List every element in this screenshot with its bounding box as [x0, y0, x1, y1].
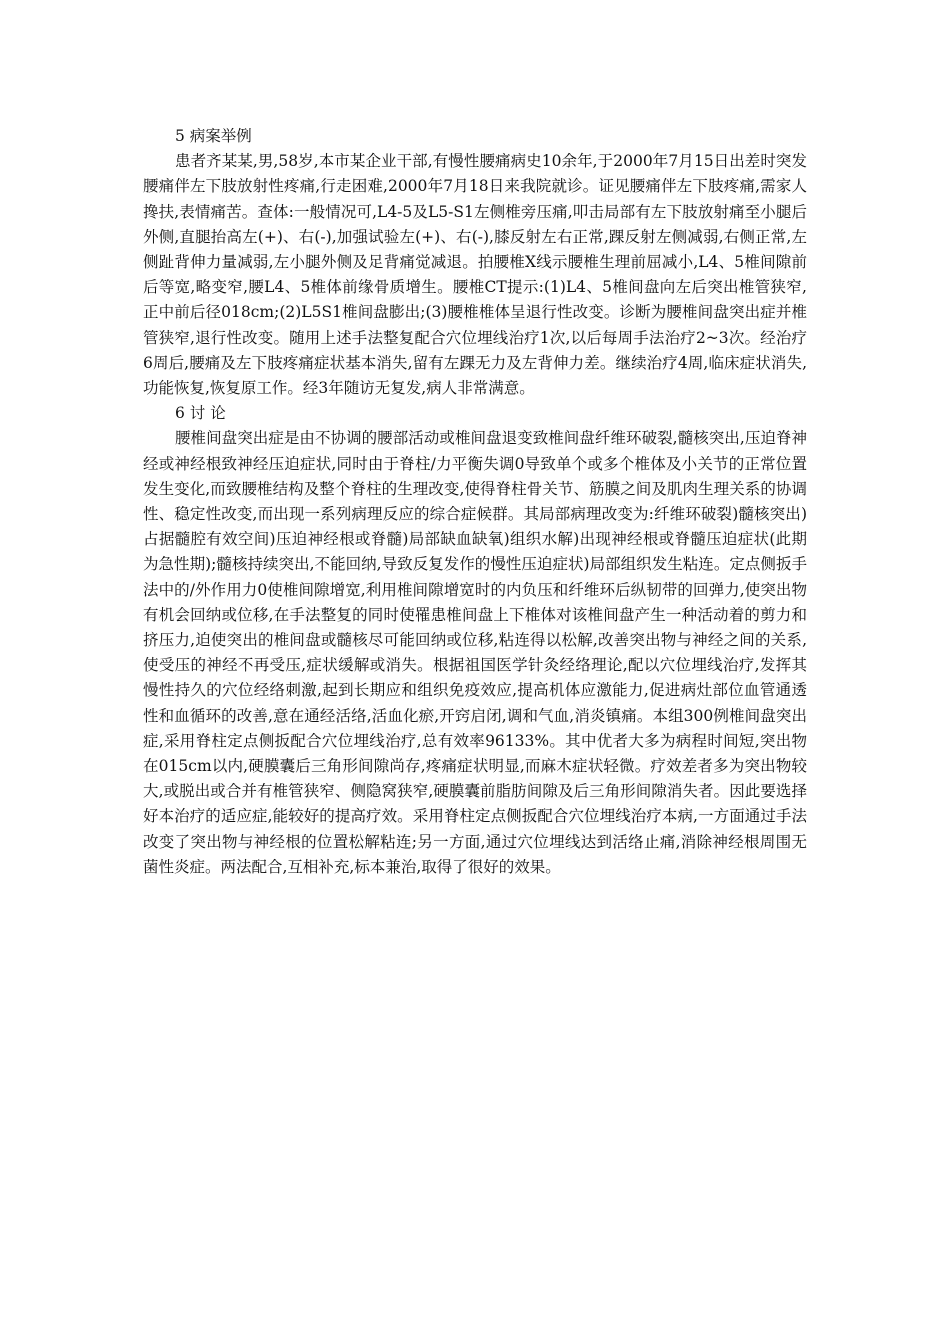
document-page — [143, 124, 807, 880]
case-example-paragraph: 患者齐某某,男,58岁,本市某企业干部,有慢性腰痛病史10余年,于2000年7月15日出差时突发腰痛伴左下肢放射性疼痛,行走困难,2000年7月18日来我院就诊。证见腰痛伴左下肢疼痛,需家人搀扶,表情痛苦。查体:一般情况可,L4-5及L5-S1左侧椎旁压痛,叩击局部有左下肢放射痛至小腿后外侧,直腿抬高左(+)、右(-),加强试验左(+)、右(-),膝反射左右正常,踝反射左侧减弱,右侧正常,左侧趾背伸力量减弱,左小腿外侧及足背痛觉减退。拍腰椎X线示腰椎生理前屈减小,L4、5椎间隙前后等宽,略变窄,腰L4、5椎体前缘骨质增生。腰椎CT提示:(1)L4、5椎间盘向左后突出椎管狭窄,正中前后径018cm;(2)L5S1椎间盘膨出;(3)腰椎椎体呈退行性改变。诊断为腰椎间盘突出症并椎管狭窄,退行性改变。随用上述手法整复配合穴位埋线治疗1次,以后每周手法治疗2~3次。经治疗6周后,腰痛及左下肢疼痛症状基本消失,留有左踝无力及左背伸力差。继续治疗4周,临床症状消失,功能恢复,恢复原工作。经3年随访无复发,病人非常满意。 — [143, 152, 807, 398]
section-heading-case-example: 5 病案举例 — [175, 127, 252, 145]
discussion-paragraph: 腰椎间盘突出症是由不协调的腰部活动或椎间盘退变致椎间盘纤维环破裂,髓核突出,压迫脊神经或神经根致神经压迫症状,同时由于脊柱/力平衡失调0导致单个或多个椎体及小关节的正常位置发生变化,而致腰椎结构及整个脊柱的生理改变,使得脊柱骨关节、筋膜之间及肌肉生理关系的协调性、稳定性改变,而出现一系列病理反应的综合症候群。其局部病理改变为:纤维环破裂)髓核突出)占据髓腔有效空间)压迫神经根或脊髓)局部缺血缺氧)组织水解)出现神经根或脊髓压迫症状(此期为急性期);髓核持续突出,不能回纳,导致反复发作的慢性压迫症状)局部组织发生粘连。定点侧扳手法中的/外作用力0使椎间隙增宽,利用椎间隙增宽时的内负压和纤维环后纵韧带的回弹力,使突出物有机会回纳或位移,在手法整复的同时使罹患椎间盘上下椎体对该椎间盘产生一种活动着的剪力和挤压力,迫使突出的椎间盘或髓核尽可能回纳或位移,粘连得以松解,改善突出物与神经之间的关系,使受压的神经不再受压,症状缓解或消失。根据祖国医学针灸经络理论,配以穴位埋线治疗,发挥其慢性持久的穴位经络刺激,起到长期应和组织免疫效应,提高机体应激能力,促进病灶部位血管通透性和血循环的改善,意在通经活络,活血化瘀,开窍启闭,调和气血,消炎镇痛。本组300例椎间盘突出症,采用脊柱定点侧扳配合穴位埋线治疗,总有效率96133%。其中优者大多为病程时间短,突出物在015cm以内,硬膜囊后三角形间隙尚存,疼痛症状明显,而麻木症状轻微。疗效差者多为突出物较大,或脱出或合并有椎管狭窄、侧隐窝狭窄,硬膜囊前脂肪间隙及后三角形间隙消失者。因此要选择好本治疗的适应症,能较好的提高疗效。采用脊柱定点侧扳配合穴位埋线治疗本病,一方面通过手法改变了突出物与神经根的位置松解粘连;另一方面,通过穴位埋线达到活络止痛,消除神经根周围无菌性炎症。两法配合,互相补充,标本兼治,取得了很好的效果。 — [143, 429, 807, 876]
section-heading-discussion: 6 讨 论 — [175, 404, 226, 423]
